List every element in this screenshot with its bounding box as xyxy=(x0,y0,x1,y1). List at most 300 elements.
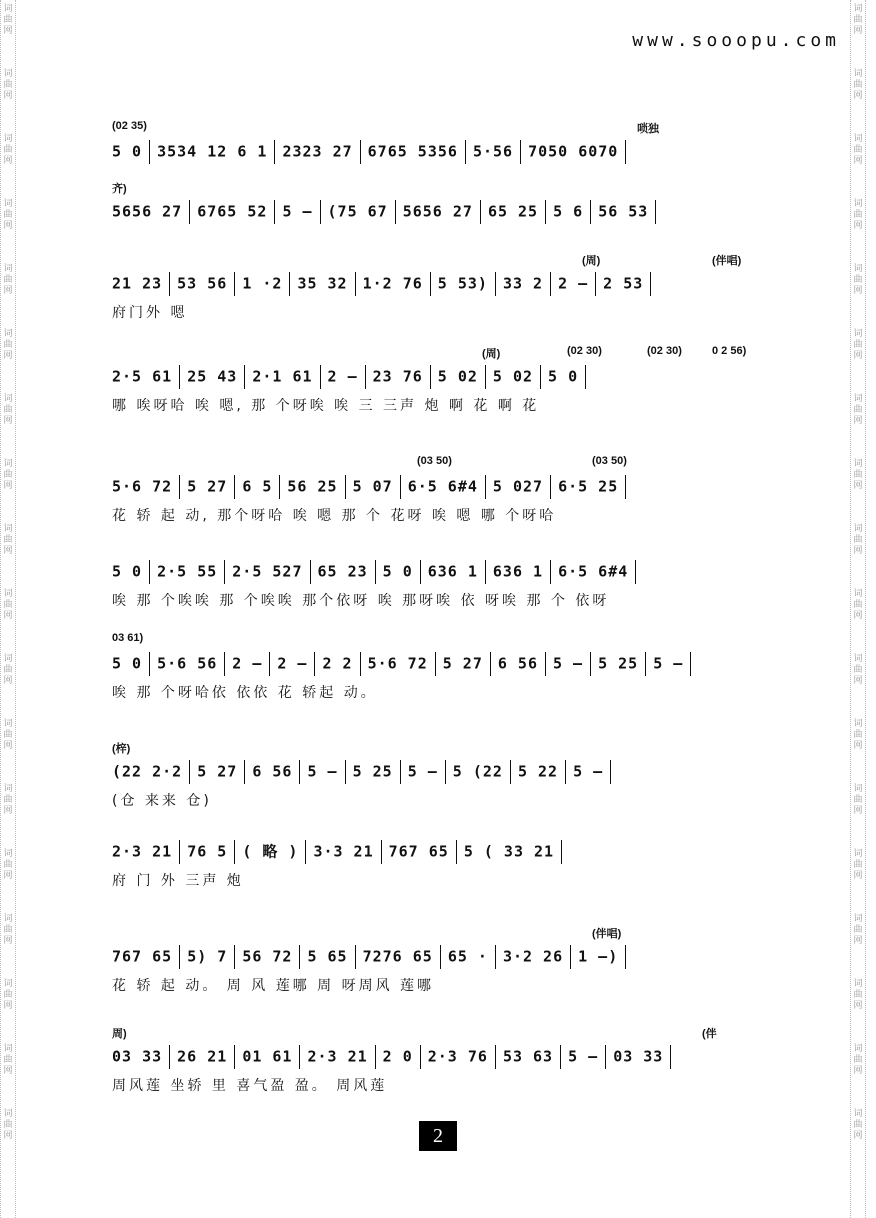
annotation-mark: 齐) xyxy=(112,183,127,195)
watermark-glyph: 网 xyxy=(853,481,863,491)
jianpu-notes-line xyxy=(112,272,788,300)
bar-line xyxy=(430,365,431,389)
watermark-glyph: 网 xyxy=(3,416,13,426)
jianpu-notes-line xyxy=(112,140,788,168)
watermark-glyph: 网 xyxy=(853,676,863,686)
bar-line xyxy=(149,652,150,676)
bar-line xyxy=(179,365,180,389)
lyrics-line: 府 门 外 三声 炮 xyxy=(112,873,244,889)
watermark-glyph: 词 xyxy=(3,719,13,729)
bar-line xyxy=(625,945,626,969)
watermark-glyph: 词 xyxy=(853,914,863,924)
watermark-glyph: 网 xyxy=(3,741,13,751)
watermark-glyph: 曲 xyxy=(3,145,13,155)
annotation-mark: (周) xyxy=(482,348,501,360)
jianpu-notes-line xyxy=(112,840,788,868)
watermark-glyph: 词 xyxy=(3,589,13,599)
bar-line xyxy=(485,560,486,584)
watermark-glyph: 曲 xyxy=(3,535,13,545)
bar-line xyxy=(650,272,651,296)
bar-line xyxy=(224,560,225,584)
measure: 2·3 21 xyxy=(307,1047,368,1066)
watermark-glyph: 词 xyxy=(3,459,13,469)
bar-line xyxy=(179,475,180,499)
bar-line xyxy=(590,652,591,676)
watermark-glyph: 词 xyxy=(853,524,863,534)
watermark-glyph: 曲 xyxy=(3,470,13,480)
watermark-glyph: 词 xyxy=(853,4,863,14)
watermark-glyph: 网 xyxy=(853,1066,863,1076)
bar-line xyxy=(485,365,486,389)
lyrics-line: (仓 来来 仓) xyxy=(112,793,212,809)
watermark-glyph: 网 xyxy=(853,741,863,751)
measure: 2 2 xyxy=(322,654,353,673)
measure: 2·3 21 xyxy=(112,842,173,861)
bar-line xyxy=(565,760,566,784)
measure: 5 07 xyxy=(352,477,393,496)
watermark-glyph: 网 xyxy=(3,936,13,946)
watermark-glyph: 词 xyxy=(3,264,13,274)
system-annotations xyxy=(112,455,788,477)
watermark-glyph: 词 xyxy=(3,134,13,144)
bar-line xyxy=(590,200,591,224)
measure: 5·6 72 xyxy=(367,654,428,673)
watermark-glyph: 曲 xyxy=(3,925,13,935)
bar-line xyxy=(234,1045,235,1069)
watermark-glyph: 网 xyxy=(3,221,13,231)
watermark-glyph: 曲 xyxy=(853,1120,863,1130)
watermark-glyph: 网 xyxy=(3,1066,13,1076)
watermark-glyph: 网 xyxy=(853,416,863,426)
bar-line xyxy=(400,760,401,784)
measure: (75 67 xyxy=(327,202,388,221)
bar-line xyxy=(149,140,150,164)
bar-line xyxy=(169,1045,170,1069)
annotation-mark: (伴唱) xyxy=(592,928,622,940)
bar-line xyxy=(299,945,300,969)
watermark-glyph: 网 xyxy=(853,351,863,361)
measure: 2 — xyxy=(232,654,263,673)
measure: 03 33 xyxy=(112,1047,163,1066)
watermark-glyph: 曲 xyxy=(3,1055,13,1065)
bar-line xyxy=(310,560,311,584)
measure: 01 61 xyxy=(242,1047,293,1066)
watermark-glyph: 词 xyxy=(853,654,863,664)
bar-line xyxy=(244,760,245,784)
bar-line xyxy=(375,1045,376,1069)
bar-line xyxy=(289,272,290,296)
bar-line xyxy=(274,200,275,224)
watermark-glyph: 曲 xyxy=(3,1120,13,1130)
bar-line xyxy=(495,945,496,969)
annotation-mark: (周) xyxy=(582,255,601,267)
watermark-glyph: 曲 xyxy=(3,600,13,610)
measure: 6 56 xyxy=(252,762,293,781)
measure: 5 25 xyxy=(598,654,639,673)
measure: 6765 52 xyxy=(197,202,268,221)
watermark-glyph: 词 xyxy=(3,199,13,209)
measure: 53 56 xyxy=(177,274,228,293)
watermark-glyph: 网 xyxy=(853,936,863,946)
measure: 5 0 xyxy=(382,562,413,581)
measure: 5 02 xyxy=(492,367,534,386)
measure: 5 ( 33 21 xyxy=(463,842,555,861)
watermark-glyph: 网 xyxy=(3,1131,13,1141)
bar-line xyxy=(320,200,321,224)
jianpu-notes-line xyxy=(112,1045,788,1073)
measure: 65 · xyxy=(447,947,488,966)
measure: 5 — xyxy=(553,654,584,673)
lyrics-line: 哪 唉呀哈 唉 嗯, 那 个呀唉 唉 三 三声 炮 啊 花 啊 花 xyxy=(112,398,540,414)
bar-line xyxy=(510,760,511,784)
bar-line xyxy=(360,652,361,676)
bar-line xyxy=(545,652,546,676)
watermark-glyph: 网 xyxy=(853,286,863,296)
watermark-glyph: 词 xyxy=(3,394,13,404)
measure: 5 27 xyxy=(442,654,483,673)
bar-line xyxy=(305,840,306,864)
bar-line xyxy=(234,475,235,499)
annotation-mark: (03 50) xyxy=(592,455,627,467)
annotation-mark: 03 61) xyxy=(112,632,144,644)
bar-line xyxy=(279,475,280,499)
watermark-glyph: 曲 xyxy=(853,470,863,480)
watermark-glyph: 词 xyxy=(3,329,13,339)
watermark-glyph: 词 xyxy=(3,914,13,924)
watermark-glyph: 曲 xyxy=(853,665,863,675)
left-watermark-column xyxy=(0,0,16,1218)
watermark-glyph: 网 xyxy=(3,611,13,621)
watermark-glyph: 曲 xyxy=(853,925,863,935)
measure: 53 63 xyxy=(502,1047,554,1066)
annotation-mark: 唢独 xyxy=(637,123,659,135)
bar-line xyxy=(545,200,546,224)
bar-line xyxy=(445,760,446,784)
bar-line xyxy=(655,200,656,224)
watermark-glyph: 词 xyxy=(853,459,863,469)
measure: 7050 6070 xyxy=(528,142,619,161)
system-annotations xyxy=(112,252,788,274)
system-annotations xyxy=(112,925,788,947)
measure: 2·5 61 xyxy=(112,367,173,386)
jianpu-notes-line xyxy=(112,760,788,788)
bar-line xyxy=(320,365,321,389)
annotation-mark: (02 35) xyxy=(112,120,147,132)
measure: 5 — xyxy=(307,762,338,781)
measure: 5 0 xyxy=(112,562,143,581)
bar-line xyxy=(355,272,356,296)
bar-line xyxy=(540,365,541,389)
watermark-glyph: 网 xyxy=(853,221,863,231)
measure: 5·56 xyxy=(472,142,514,161)
measure: 2323 27 xyxy=(282,142,353,161)
annotation-mark: (梓) xyxy=(112,743,131,755)
watermark-glyph: 曲 xyxy=(853,535,863,545)
measure: 56 53 xyxy=(598,202,649,221)
annotation-mark: (伴唱) xyxy=(712,255,742,267)
measure: 5 65 xyxy=(307,947,348,966)
measure: 3·3 21 xyxy=(313,842,374,861)
system-annotations xyxy=(112,1025,788,1047)
watermark-glyph: 网 xyxy=(3,871,13,881)
watermark-glyph: 词 xyxy=(3,784,13,794)
measure: 5 25 xyxy=(352,762,393,781)
right-watermark-column xyxy=(850,0,866,1218)
bar-line xyxy=(485,475,486,499)
measure: 2·3 76 xyxy=(427,1047,488,1066)
measure: 65 25 xyxy=(487,202,539,221)
bar-line xyxy=(360,140,361,164)
bar-line xyxy=(395,200,396,224)
bar-line xyxy=(345,475,346,499)
measure: 5 (22 xyxy=(452,762,503,781)
bar-line xyxy=(314,652,315,676)
lyrics-line: 唉 那 个唉唉 那 个唉唉 那个依呀 唉 那呀唉 依 呀唉 那 个 依呀 xyxy=(112,593,610,609)
bar-line xyxy=(440,945,441,969)
watermark-glyph: 网 xyxy=(3,26,13,36)
measure: 636 1 xyxy=(427,562,478,581)
bar-line xyxy=(635,560,636,584)
lyrics-line: 周风莲 坐轿 里 喜气盈 盈。 周风莲 xyxy=(112,1078,388,1094)
watermark-glyph: 曲 xyxy=(853,275,863,285)
watermark-glyph: 曲 xyxy=(853,145,863,155)
watermark-glyph: 网 xyxy=(3,806,13,816)
measure: 03 33 xyxy=(613,1047,664,1066)
measure: 6 5 xyxy=(242,477,273,496)
measure: 6·5 6#4 xyxy=(558,562,629,581)
measure: 5 27 xyxy=(197,762,238,781)
watermark-glyph: 词 xyxy=(3,654,13,664)
annotation-mark: (02 30) xyxy=(567,345,602,357)
bar-line xyxy=(645,652,646,676)
bar-line xyxy=(189,760,190,784)
measure: 5656 27 xyxy=(402,202,473,221)
bar-line xyxy=(585,365,586,389)
system-annotations xyxy=(112,632,788,654)
watermark-glyph: 词 xyxy=(853,329,863,339)
watermark-glyph: 网 xyxy=(853,546,863,556)
watermark-glyph: 曲 xyxy=(853,600,863,610)
measure: 6 56 xyxy=(497,654,538,673)
measure: 2 — xyxy=(277,654,308,673)
measure: 2 — xyxy=(558,274,589,293)
bar-line xyxy=(490,652,491,676)
measure: 5) 7 xyxy=(187,947,228,966)
bar-line xyxy=(670,1045,671,1069)
watermark-glyph: 词 xyxy=(3,69,13,79)
watermark-glyph: 网 xyxy=(853,1131,863,1141)
watermark-glyph: 词 xyxy=(853,264,863,274)
measure: 35 32 xyxy=(297,274,348,293)
watermark-glyph: 曲 xyxy=(853,1055,863,1065)
watermark-glyph: 词 xyxy=(853,589,863,599)
bar-line xyxy=(420,1045,421,1069)
watermark-glyph: 曲 xyxy=(853,405,863,415)
watermark-glyph: 网 xyxy=(853,611,863,621)
watermark-glyph: 曲 xyxy=(3,210,13,220)
watermark-glyph: 曲 xyxy=(3,275,13,285)
watermark-glyph: 曲 xyxy=(853,730,863,740)
jianpu-notes-line xyxy=(112,652,788,680)
bar-line xyxy=(365,365,366,389)
measure: 5 0 xyxy=(112,654,143,673)
measure: 636 1 xyxy=(492,562,544,581)
measure: 5 53) xyxy=(437,274,488,293)
watermark-glyph: 词 xyxy=(853,134,863,144)
watermark-glyph: 曲 xyxy=(853,340,863,350)
bar-line xyxy=(400,475,401,499)
watermark-glyph: 网 xyxy=(853,871,863,881)
measure: 6765 5356 xyxy=(367,142,458,161)
page-number: 2 xyxy=(419,1121,457,1151)
watermark-glyph: 曲 xyxy=(3,990,13,1000)
bar-line xyxy=(299,760,300,784)
watermark-glyph: 曲 xyxy=(3,405,13,415)
watermark-glyph: 网 xyxy=(3,351,13,361)
watermark-glyph: 曲 xyxy=(3,80,13,90)
measure: 56 72 xyxy=(242,947,293,966)
bar-line xyxy=(420,560,421,584)
measure: 5 — xyxy=(407,762,438,781)
bar-line xyxy=(561,840,562,864)
measure: 6·5 6#4 xyxy=(407,477,478,496)
measure: 5 — xyxy=(282,202,313,221)
watermark-glyph: 曲 xyxy=(853,210,863,220)
bar-line xyxy=(430,272,431,296)
watermark-glyph: 曲 xyxy=(3,15,13,25)
bar-line xyxy=(456,840,457,864)
watermark-glyph: 网 xyxy=(3,1001,13,1011)
measure: 5·6 56 xyxy=(157,654,218,673)
watermark-glyph: 曲 xyxy=(3,665,13,675)
bar-line xyxy=(495,1045,496,1069)
system-annotations xyxy=(112,820,788,842)
bar-line xyxy=(435,652,436,676)
bar-line xyxy=(605,1045,606,1069)
jianpu-notes-line xyxy=(112,945,788,973)
bar-line xyxy=(355,945,356,969)
measure: 25 43 xyxy=(187,367,238,386)
watermark-glyph: 曲 xyxy=(853,80,863,90)
measure: 5 6 xyxy=(553,202,584,221)
bar-line xyxy=(570,945,571,969)
measure: 3534 12 6 1 xyxy=(157,142,268,161)
bar-line xyxy=(149,560,150,584)
measure: 5 0 xyxy=(548,367,579,386)
watermark-glyph: 网 xyxy=(853,156,863,166)
annotation-mark: (03 50) xyxy=(417,455,452,467)
watermark-glyph: 网 xyxy=(853,26,863,36)
measure: 2 53 xyxy=(603,274,644,293)
watermark-glyph: 词 xyxy=(3,4,13,14)
measure: ( 略 ) xyxy=(242,842,299,861)
jianpu-notes-line xyxy=(112,560,788,588)
bar-line xyxy=(690,652,691,676)
system-annotations xyxy=(112,740,788,762)
measure: 1 —) xyxy=(578,947,619,966)
measure: 1 ·2 xyxy=(242,274,283,293)
watermark-glyph: 曲 xyxy=(853,860,863,870)
measure: 21 23 xyxy=(112,274,163,293)
measure: 2 0 xyxy=(382,1047,413,1066)
lyrics-line: 唉 那 个呀哈依 依依 花 轿起 动。 xyxy=(112,685,378,701)
measure: 767 65 xyxy=(388,842,449,861)
site-url: www.sooopu.com xyxy=(632,30,840,51)
measure: 2·5 527 xyxy=(232,562,303,581)
bar-line xyxy=(595,272,596,296)
measure: 2 — xyxy=(327,367,358,386)
watermark-glyph: 曲 xyxy=(3,340,13,350)
bar-line xyxy=(299,1045,300,1069)
bar-line xyxy=(610,760,611,784)
bar-line xyxy=(189,200,190,224)
watermark-glyph: 曲 xyxy=(853,795,863,805)
system-annotations xyxy=(112,180,788,202)
watermark-glyph: 网 xyxy=(3,156,13,166)
bar-line xyxy=(625,140,626,164)
bar-line xyxy=(375,560,376,584)
bar-line xyxy=(179,945,180,969)
jianpu-notes-line xyxy=(112,475,788,503)
measure: 56 25 xyxy=(287,477,338,496)
measure: 76 5 xyxy=(187,842,228,861)
watermark-glyph: 词 xyxy=(3,1109,13,1119)
watermark-glyph: 词 xyxy=(3,524,13,534)
measure: 2·1 61 xyxy=(252,367,313,386)
watermark-glyph: 词 xyxy=(853,719,863,729)
bar-line xyxy=(234,945,235,969)
lyrics-line: 花 轿 起 动。 周 风 莲哪 周 呀周风 莲哪 xyxy=(112,978,435,994)
watermark-glyph: 词 xyxy=(3,1044,13,1054)
watermark-glyph: 词 xyxy=(853,784,863,794)
measure: 5 0 xyxy=(112,142,143,161)
bar-line xyxy=(381,840,382,864)
watermark-glyph: 曲 xyxy=(3,730,13,740)
watermark-glyph: 曲 xyxy=(853,990,863,1000)
measure: 1·2 76 xyxy=(362,274,423,293)
watermark-glyph: 曲 xyxy=(3,795,13,805)
measure: 5 22 xyxy=(517,762,559,781)
measure: 5 — xyxy=(573,762,604,781)
bar-line xyxy=(465,140,466,164)
bar-line xyxy=(480,200,481,224)
measure: (22 2·2 xyxy=(112,762,183,781)
measure: 26 21 xyxy=(177,1047,228,1066)
bar-line xyxy=(560,1045,561,1069)
bar-line xyxy=(520,140,521,164)
watermark-glyph: 词 xyxy=(853,849,863,859)
annotation-mark: (02 30) xyxy=(647,345,682,357)
watermark-glyph: 词 xyxy=(853,1109,863,1119)
watermark-glyph: 词 xyxy=(3,849,13,859)
annotation-mark: 0 2 56) xyxy=(712,345,747,357)
watermark-glyph: 网 xyxy=(3,91,13,101)
jianpu-notes-line xyxy=(112,200,788,228)
watermark-glyph: 词 xyxy=(853,199,863,209)
bar-line xyxy=(550,560,551,584)
system-annotations xyxy=(112,540,788,562)
watermark-glyph: 词 xyxy=(853,69,863,79)
watermark-glyph: 网 xyxy=(3,546,13,556)
bar-line xyxy=(625,475,626,499)
annotation-mark: 周) xyxy=(112,1028,127,1040)
bar-line xyxy=(234,272,235,296)
bar-line xyxy=(224,652,225,676)
watermark-glyph: 曲 xyxy=(3,860,13,870)
bar-line xyxy=(495,272,496,296)
system-annotations xyxy=(112,120,788,142)
measure: 5·6 72 xyxy=(112,477,173,496)
